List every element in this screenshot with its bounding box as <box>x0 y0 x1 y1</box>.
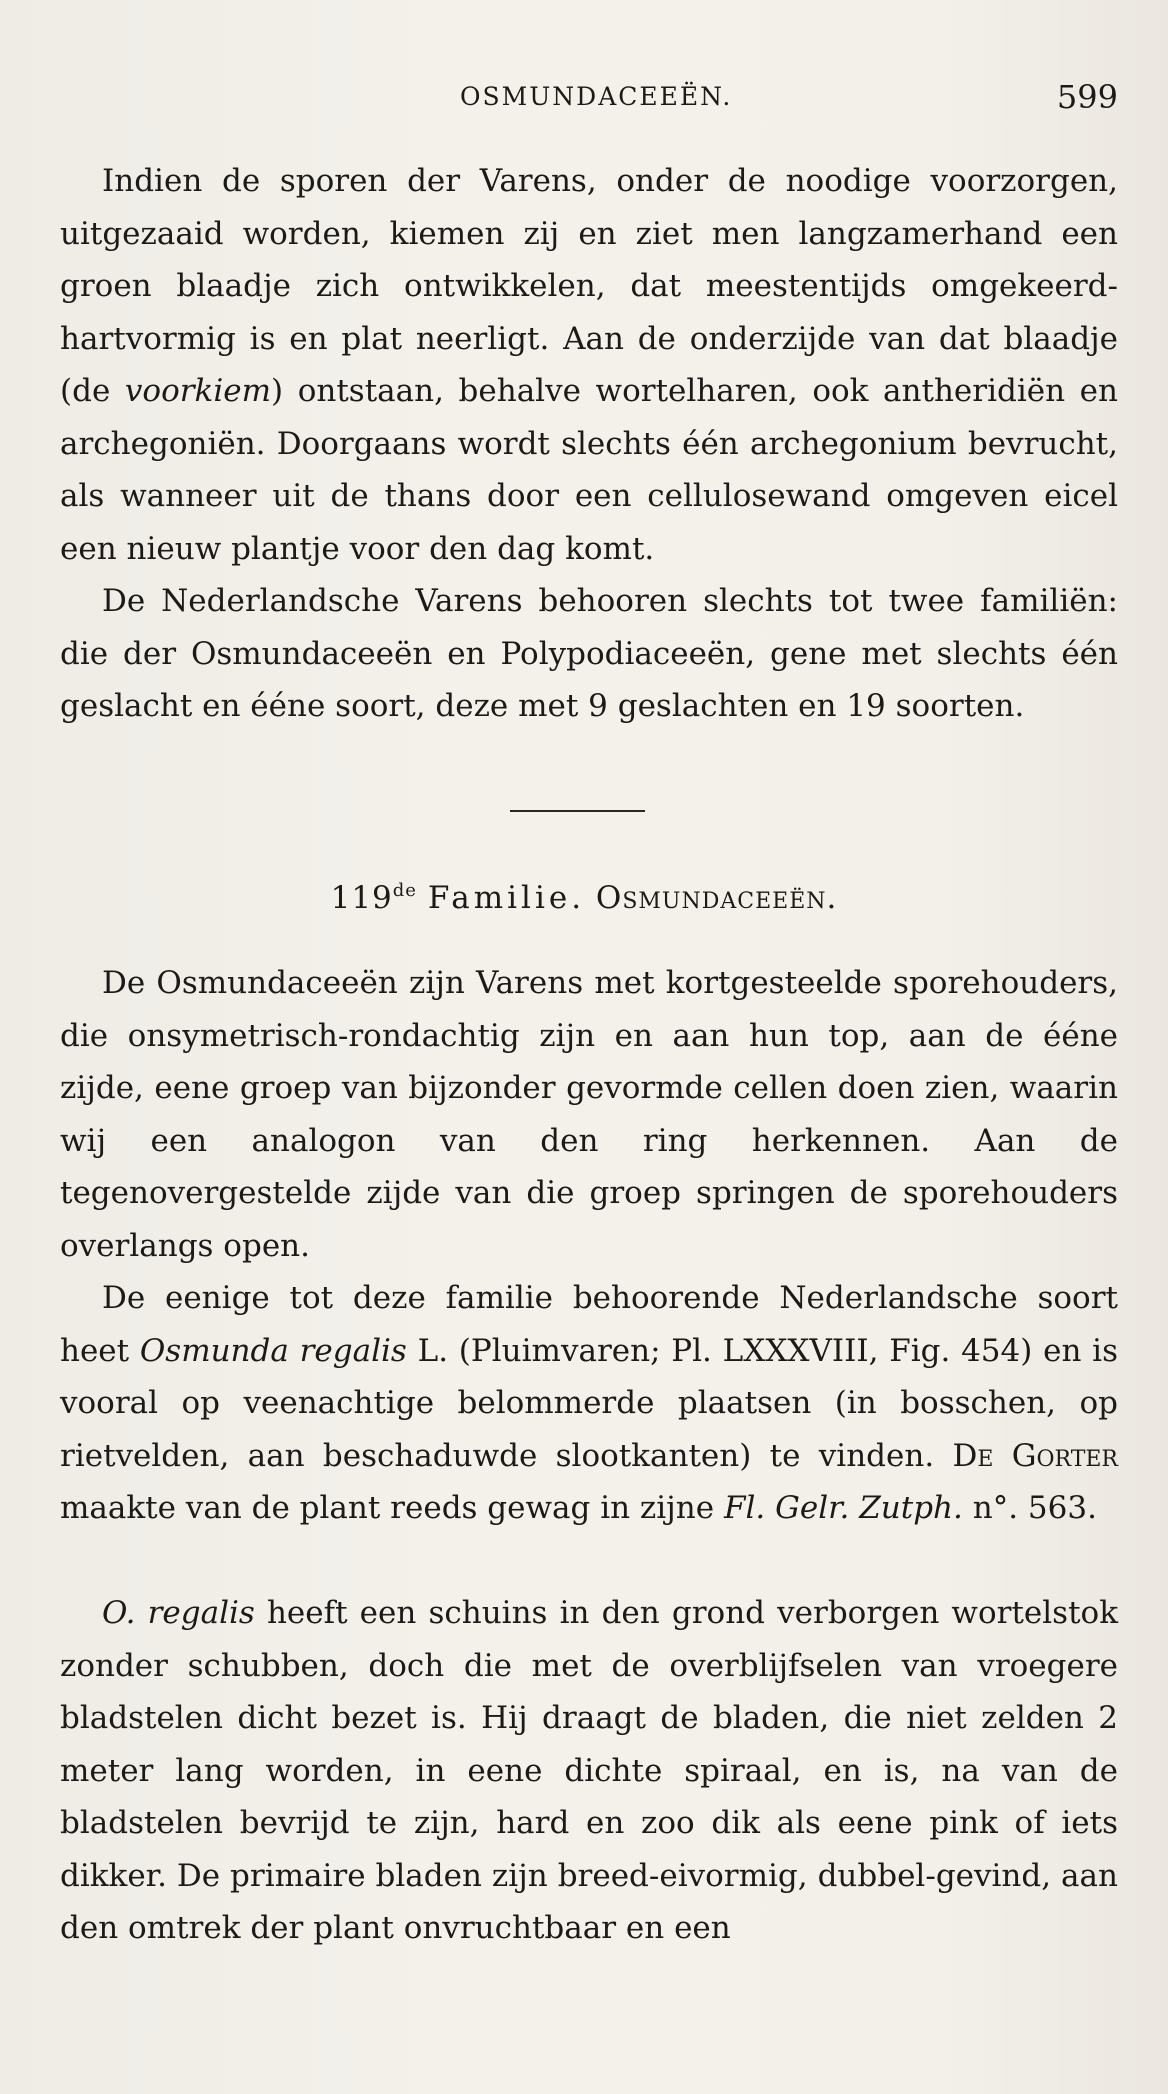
family-number: 119 <box>330 880 393 916</box>
family-name: Osmundaceeën. <box>595 880 838 916</box>
paragraph-description <box>60 1587 1118 1955</box>
italic-species: O. regalis <box>102 1595 255 1631</box>
italic-reference: Fl. Gelr. Zutph. <box>723 1490 963 1526</box>
family-heading <box>0 880 1168 916</box>
text-run: n°. 563. <box>962 1490 1097 1526</box>
page-number: 599 <box>1056 78 1118 116</box>
italic-species: Osmunda regalis <box>139 1332 407 1369</box>
family-number-suffix: de <box>392 880 417 901</box>
section-divider <box>510 810 645 812</box>
paragraph-osmunda-regalis <box>60 1272 1118 1535</box>
text-run: Indien de sporen der Varens, onder de noodige voorzorgen, uitgezaaid worden, kiemen zij en ziet men langzamerhand een groen blaadje zich ontwikkelen, dat meestentijds omgekeerd-hartvormig is en plat neerligt. Aan de onderzijde van dat blaadje (de <box>60 163 1118 409</box>
page-header <box>60 78 1118 118</box>
running-title: OSMUNDACEEËN. <box>460 82 733 111</box>
text-run: L. (Pluimvaren; Pl. LXXXVIII, Fig. 454) en is vooral op veenachtige belommerde plaatsen (in bosschen, op rietvelden, aan beschaduwde slootkanten) te vinden. <box>60 1332 1118 1474</box>
text-run: De eenige tot deze familie behoorende Nederlandsche soort heet <box>60 1280 1118 1369</box>
author-name: De Gorter <box>952 1437 1118 1474</box>
italic-term: voorkiem <box>124 373 271 409</box>
paragraph-sporen <box>60 155 1118 575</box>
paragraph-families: De Nederlandsche Varens behooren slechts tot twee familiën: die der Osmundaceeën en Polypodiaceeën, gene met slechts één geslacht en ééne soort, deze met 9 geslachten en 19 soorten. <box>60 583 1118 724</box>
paragraph-osmundaceeen: De Osmundaceeën zijn Varens met kortgesteelde sporehouders, die onsymetrisch-rondachtig zijn en aan hun top, aan de ééne zijde, eene groep van bijzonder gevormde cellen doen zien, waarin wij een analogon van den ring herkennen. Aan de tegenovergestelde zijde van die groep springen de sporehouders overlangs open. <box>60 965 1118 1264</box>
text-run: heeft een schuins in den grond verborgen wortelstok zonder schubben, doch die met de overblijfselen van vroegere bladstelen dicht bezet is. Hij draagt de bladen, die niet zelden 2 meter lang worden, in eene dichte spiraal, en is, na van de bladstelen bevrijd te zijn, hard en zoo dik als eene pink of iets dikker. De primaire bladen zijn breed-eivormig, dubbel-gevind, aan den omtrek der plant onvruchtbaar en een <box>60 1595 1118 1946</box>
text-run: maakte van de plant reeds gewag in zijne <box>60 1490 724 1526</box>
text-run: ) ontstaan, behalve wortelharen, ook antheridiën en archegoniën. Doorgaans wordt slechts één archegonium bevrucht, als wanneer uit de thans door een cellulosewand omgeven eicel een nieuw plantje voor den dag komt. <box>60 373 1118 567</box>
family-label: Familie. <box>427 880 586 916</box>
